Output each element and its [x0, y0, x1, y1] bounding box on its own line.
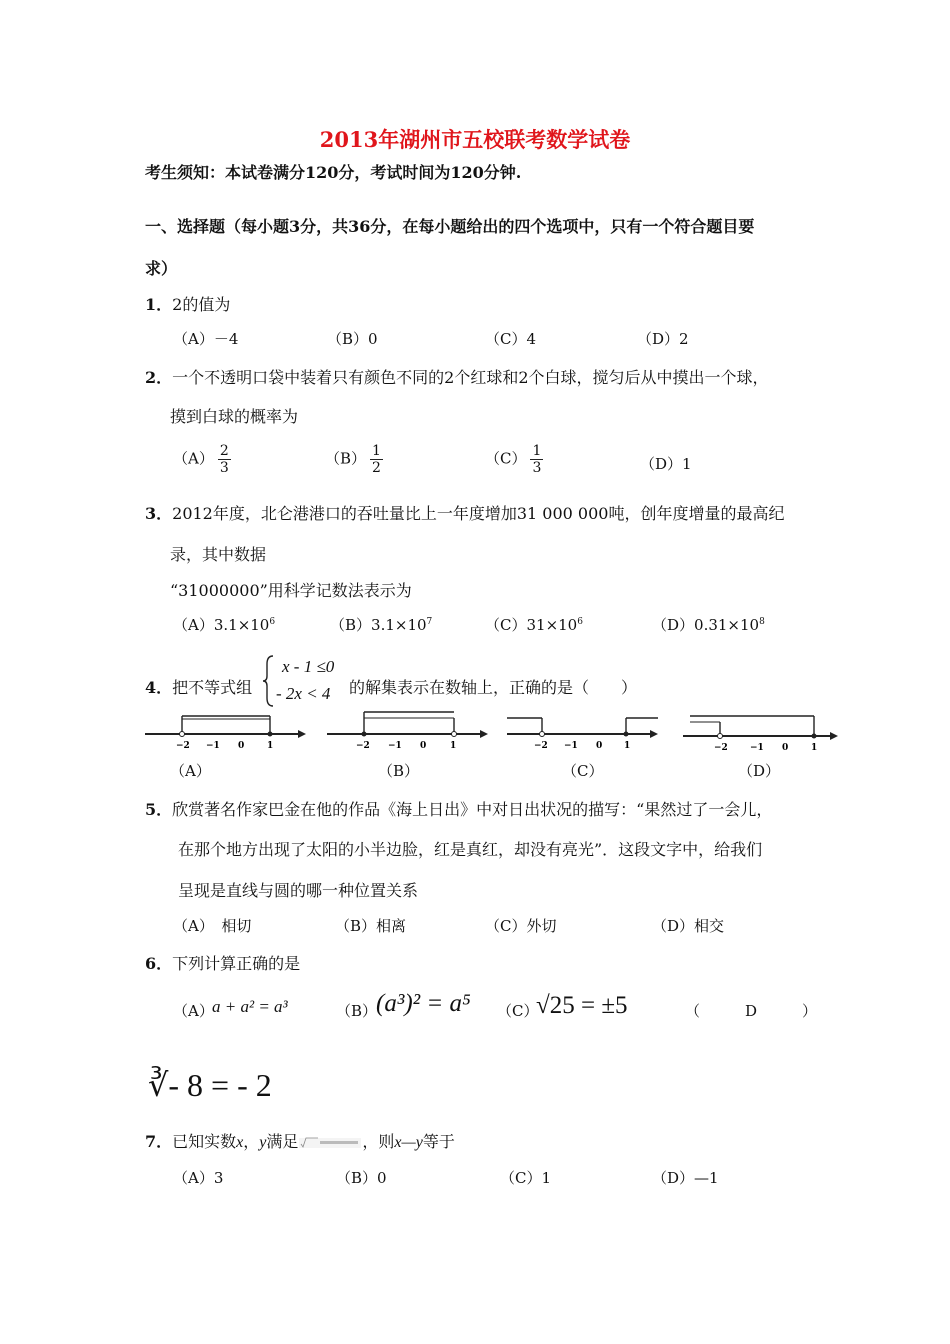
q6-option-d-label: （ D ）: [685, 1002, 818, 1020]
arrow-icon: [830, 732, 838, 740]
numerator: 1: [532, 443, 542, 459]
option-label: （C）: [485, 449, 527, 468]
q7-option-a: （A）3: [173, 1169, 224, 1187]
q6-option-a-label: （A）: [173, 1002, 214, 1020]
tick-label: 1: [811, 743, 818, 753]
q3-option-b: [330, 614, 432, 635]
q5-option-a: （A） 相切: [173, 917, 252, 935]
exponent: 8: [759, 617, 765, 627]
tick-label: −1: [388, 741, 402, 751]
q2-option-d: （D）1: [640, 455, 692, 473]
q4-option-b: （B）: [378, 762, 420, 780]
question-text: 等于: [422, 1132, 455, 1151]
endpoint-open: [540, 732, 545, 737]
question-text: 欣赏著名作家巴金在他的作品《海上日出》中对日出状况的描写：“果然过了一会儿，: [172, 800, 773, 819]
question-text: 已知实数: [172, 1132, 237, 1151]
tick-label: 0: [238, 741, 245, 751]
q6-option-b-label: （B）: [336, 1002, 378, 1020]
denominator: 2: [372, 460, 381, 476]
exponent: 6: [577, 617, 583, 627]
exam-title: 2013年湖州市五校联考数学试卷: [319, 127, 631, 152]
option-label: （A）: [173, 449, 214, 468]
tick-label: −1: [750, 743, 764, 753]
question-number: 7．: [145, 1132, 173, 1151]
option-text: （B）3.1×10: [330, 616, 427, 634]
q2-option-c: [485, 443, 543, 476]
question-number: 5．: [145, 800, 173, 819]
question-3-line1: [145, 501, 784, 524]
question-text: 把不等式组: [172, 678, 253, 697]
question-3-line2: 录，其中数据: [170, 545, 267, 564]
tick-label: −2: [534, 741, 548, 751]
q3-option-d: [652, 614, 765, 635]
arrow-icon: [480, 730, 488, 738]
condition-equation-image: [298, 1136, 362, 1150]
q1-option-b: （B）0: [327, 330, 378, 348]
q4-option-a: （A）: [170, 762, 211, 780]
arrow-icon: [298, 730, 306, 738]
q6-option-c-label: （C）: [497, 1002, 539, 1020]
endpoint-open: [180, 732, 185, 737]
q2-option-a: [173, 443, 231, 476]
exponent: 6: [269, 617, 276, 627]
tick-label: −1: [206, 741, 220, 751]
q3-option-a: [173, 614, 275, 635]
fraction: [530, 443, 543, 476]
question-text: 下列计算正确的是: [172, 954, 301, 973]
denominator: 3: [219, 460, 229, 476]
question-6: [145, 951, 300, 974]
question-1: [145, 292, 230, 315]
variable-y: y: [259, 1134, 267, 1151]
q5-option-d: （D）相交: [652, 917, 725, 935]
endpoint-closed: [362, 732, 367, 737]
section-heading-line1: 一、选择题（每小题3分，共36分，在每小题给出的四个选项中，只有一个符合题目要: [145, 217, 755, 236]
question-4-text: 的解集表示在数轴上，正确的是（ ）: [349, 678, 638, 697]
q1-option-a: （A）－4: [173, 330, 239, 348]
question-text: 2的值为: [172, 295, 231, 314]
separator: ，: [243, 1132, 260, 1151]
tick-label: −1: [564, 741, 578, 751]
question-5-line1: [145, 797, 772, 820]
q5-option-c: （C）外切: [485, 917, 557, 935]
number-line-c: [502, 710, 662, 752]
q1-option-c: （C）4: [485, 330, 537, 348]
option-text: （A）3.1×10: [173, 616, 270, 634]
question-4-number: [145, 675, 252, 698]
inequality-2: [276, 684, 330, 704]
exam-notice: 考生须知：本试卷满分120分，考试时间为120分钟.: [145, 163, 522, 182]
numerator: 2: [219, 443, 229, 459]
q6-option-b-expr: (a³)² = a⁵: [376, 990, 471, 1017]
fraction: [370, 443, 383, 476]
question-text: ，则: [362, 1132, 395, 1151]
endpoint-closed: [624, 732, 629, 737]
q6-option-a-expr: a + a² = a³: [212, 997, 288, 1016]
question-text: 满足: [266, 1132, 299, 1151]
q2-option-b: [325, 443, 383, 476]
endpoint-open: [718, 734, 723, 739]
q6-option-c-expr: √25 = ±5: [536, 992, 628, 1019]
tick-label: 1: [624, 741, 631, 751]
number-line-a: [140, 708, 310, 752]
question-2-line2: 摸到白球的概率为: [170, 407, 299, 426]
q7-option-b: （B）0: [336, 1169, 387, 1187]
q5-option-b: （B）相离: [335, 917, 407, 935]
fraction: [218, 443, 231, 476]
q7-option-c: （C）1: [500, 1169, 552, 1187]
question-text: 2012年度，北仑港港口的吞吐量比上一年度增加31 000 000吨，创年度增量的最高纪: [172, 504, 785, 523]
q6-option-d-expr: ∛- 8 = - 2: [148, 1067, 272, 1103]
question-number: 6．: [145, 954, 173, 973]
variable-x: x: [236, 1134, 244, 1151]
q1-option-d: （D）2: [637, 330, 689, 348]
question-2-line1: [145, 365, 769, 388]
question-3-line3: “31000000”用科学记数法表示为: [170, 581, 412, 600]
tick-label: 1: [450, 741, 457, 751]
question-number: 3．: [145, 504, 173, 523]
question-5-line2: 在那个地方出现了太阳的小半边脸，红是真红，却没有亮光”．这段文字中，给我们: [178, 840, 763, 859]
question-7: [145, 1129, 455, 1152]
q3-option-c: [485, 614, 583, 635]
number-line-d: [680, 708, 842, 754]
endpoint-closed: [268, 732, 273, 737]
endpoint-open: [452, 732, 457, 737]
question-number: 2．: [145, 368, 173, 387]
q7-option-d: （D）—1: [652, 1169, 719, 1187]
denominator: 3: [532, 460, 542, 476]
arrow-icon: [650, 730, 658, 738]
numerator: 1: [372, 443, 381, 459]
tick-label: 0: [420, 741, 427, 751]
tick-label: −2: [714, 743, 728, 753]
tick-label: −2: [176, 741, 190, 751]
option-label: （B）: [325, 449, 367, 468]
option-text: （D）0.31×10: [652, 616, 760, 634]
question-5-line3: 呈现是直线与圆的哪一种位置关系: [178, 881, 419, 900]
tick-label: 0: [596, 741, 603, 751]
number-line-b: [322, 706, 492, 752]
q4-option-c: （C）: [562, 762, 604, 780]
question-number: 1．: [145, 295, 173, 314]
exponent: 7: [426, 617, 433, 627]
inequality-text: x - 1 ≤0: [282, 657, 335, 676]
question-text: 一个不透明口袋中装着只有颜色不同的2个红球和2个白球，搅匀后从中摸出一个球，: [172, 368, 769, 387]
question-number: 4．: [145, 678, 173, 697]
inequality-text: - 2x < 4: [276, 684, 331, 703]
endpoint-closed: [812, 734, 817, 739]
tick-label: 0: [782, 743, 789, 753]
option-text: （C）31×10: [485, 616, 578, 634]
tick-label: 1: [267, 741, 274, 751]
tick-label: −2: [356, 741, 370, 751]
inequality-1: [282, 657, 334, 677]
system-brace: [262, 654, 276, 708]
section-heading-line2: 求）: [145, 259, 178, 278]
q4-option-d: （D）: [738, 762, 781, 780]
expression: x—y: [394, 1134, 423, 1151]
